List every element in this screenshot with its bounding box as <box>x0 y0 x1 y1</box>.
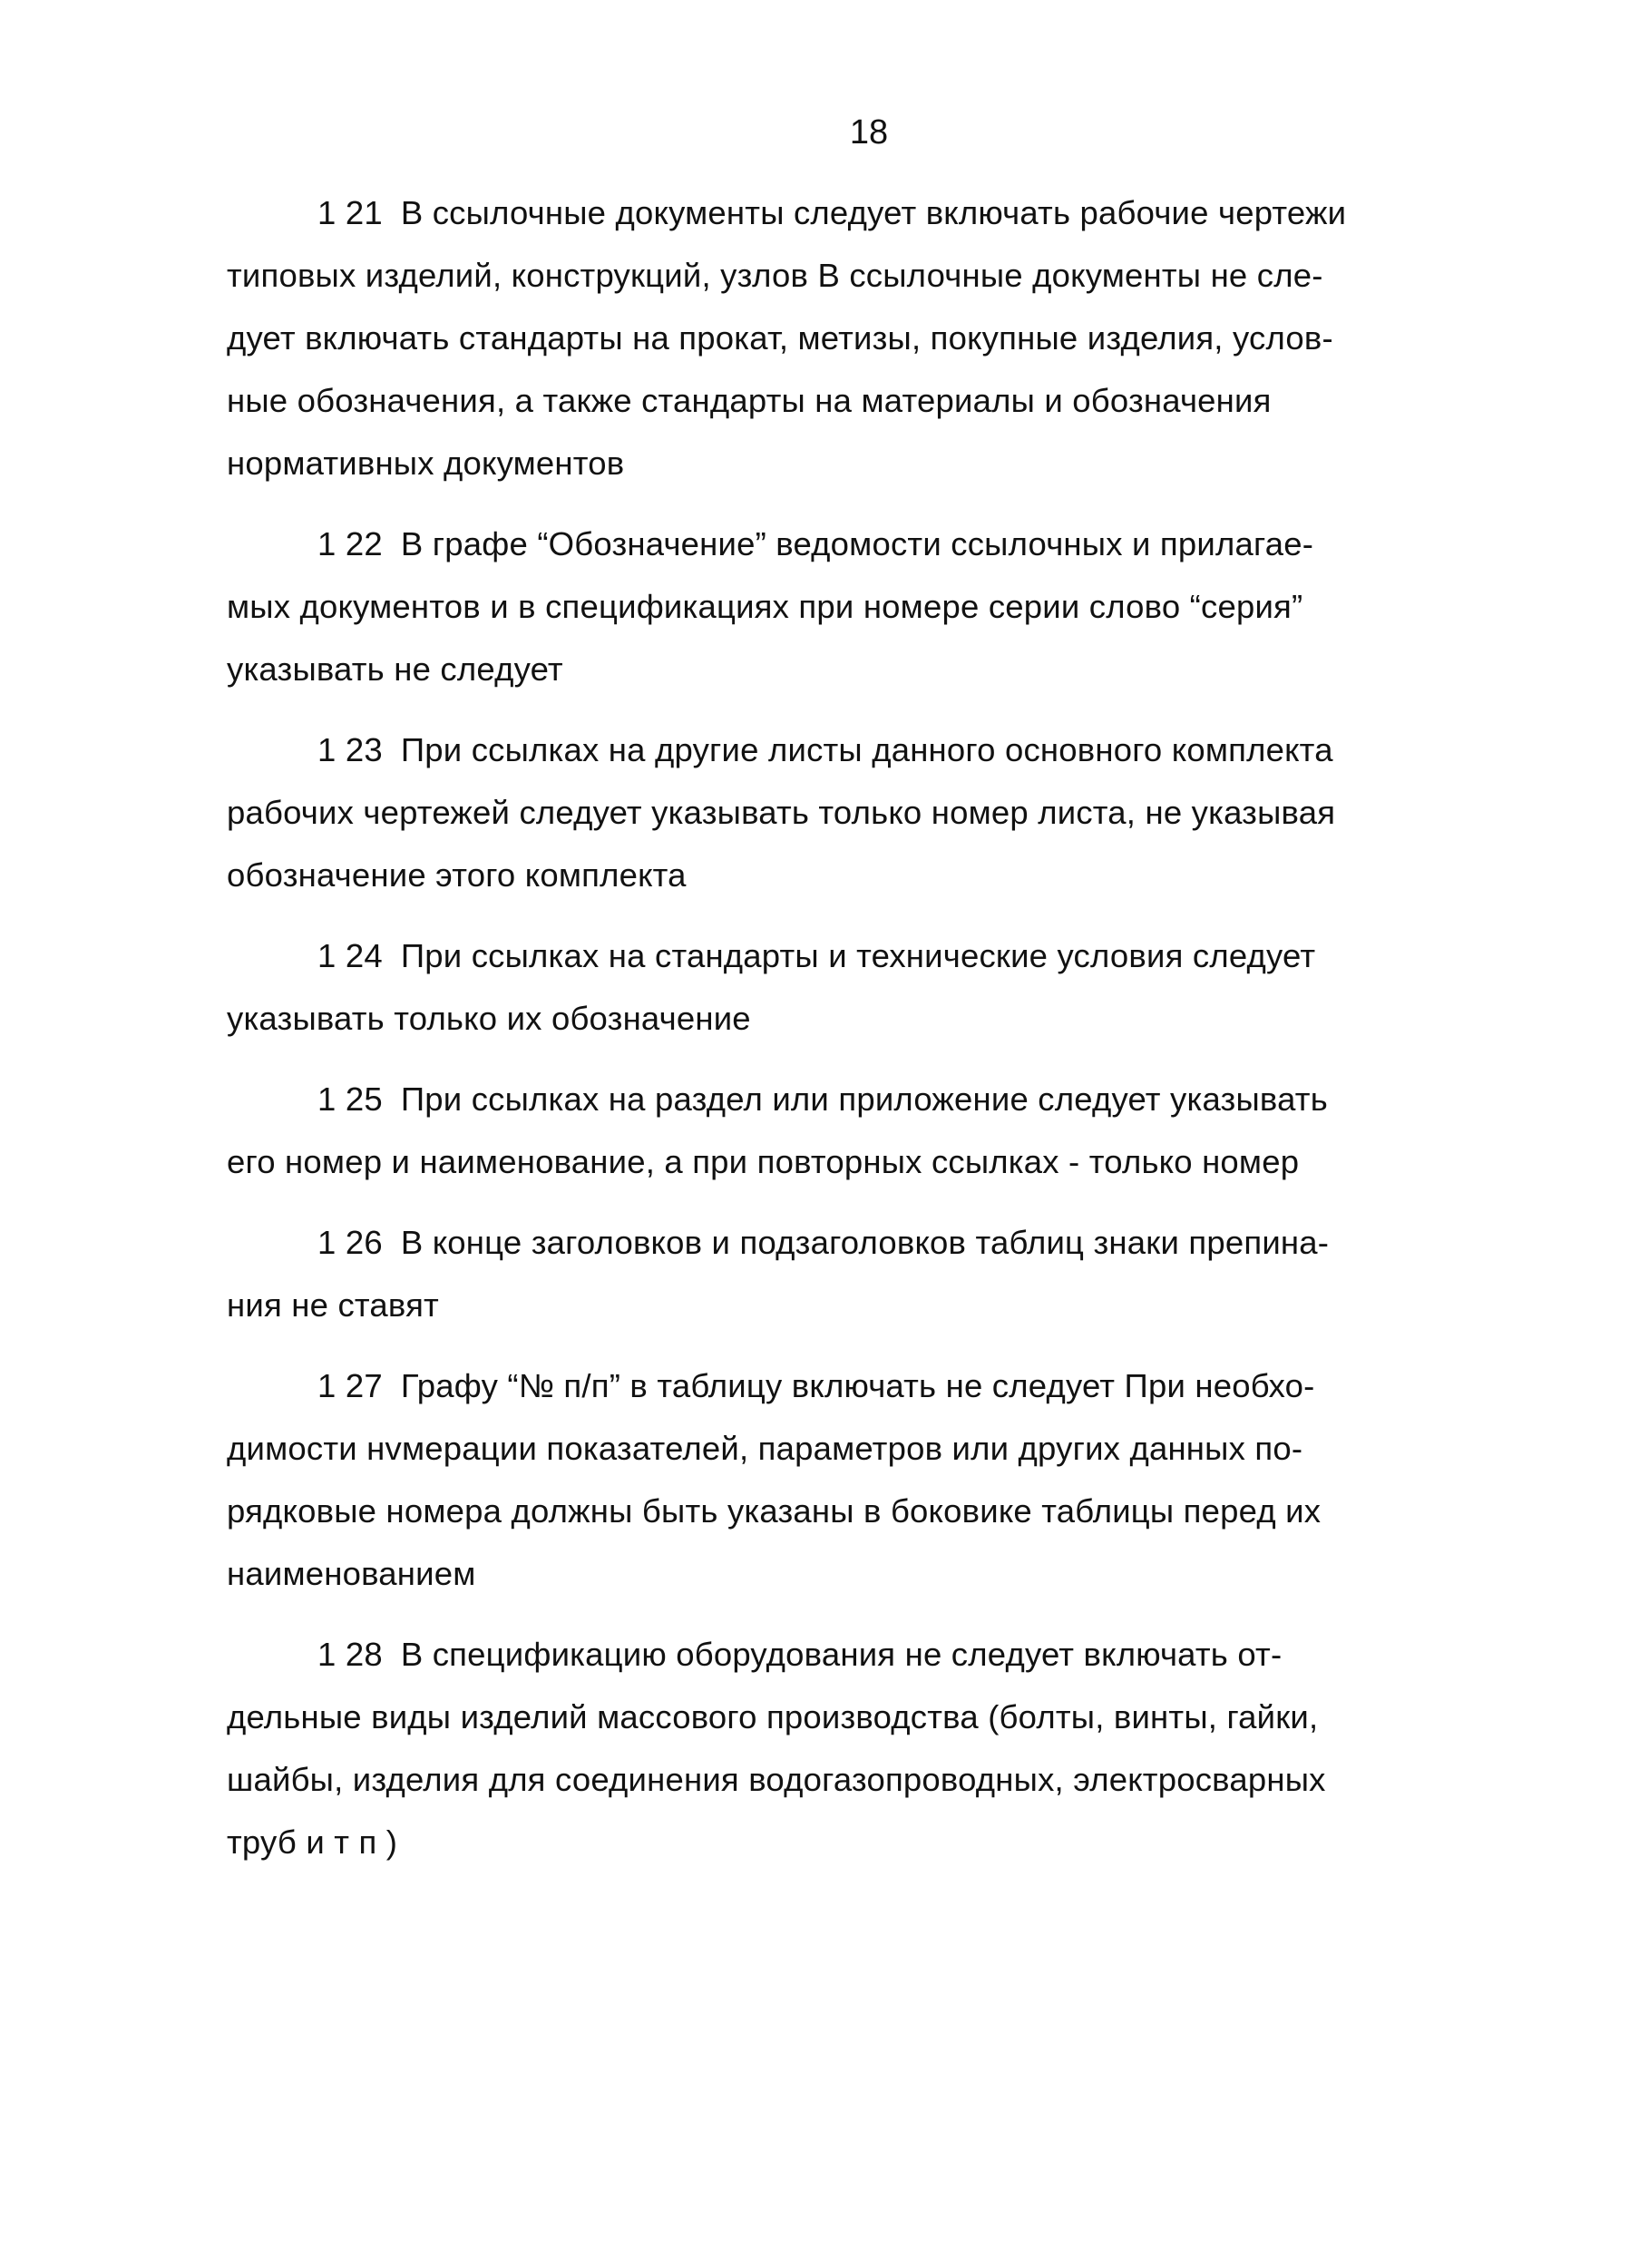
clause-text: В ссылочные документы следует включать рабочие чертежи <box>400 194 1347 231</box>
clause-first-line <box>227 719 1442 781</box>
clause-line: его номер и наименование, а при повторных ссылках - только номер <box>227 1143 1300 1180</box>
page-number: 18 <box>849 113 889 152</box>
clause-line: нормативных документов <box>227 445 625 482</box>
clause-line: дельные виды изделий массового производства (болты, винты, гайки, <box>227 1698 1319 1735</box>
clause-line: типовых изделий, конструкций, узлов В ссылочные документы не сле- <box>227 257 1323 294</box>
clause-first-line <box>227 1068 1442 1130</box>
document-body <box>227 181 1442 1892</box>
clause-1-23 <box>227 719 1442 906</box>
clause-line: труб и т п ) <box>227 1823 398 1861</box>
clause-line: наименованием <box>227 1555 476 1592</box>
clause-number: 1 24 <box>317 937 383 974</box>
clause-number: 1 26 <box>317 1224 383 1261</box>
clause-number: 1 21 <box>317 194 383 231</box>
clause-first-line <box>227 181 1442 244</box>
clause-line: ния не ставят <box>227 1286 439 1324</box>
clause-line: шайбы, изделия для соединения водогазопроводных, электросварных <box>227 1761 1326 1798</box>
clause-1-24 <box>227 924 1442 1050</box>
clause-first-line <box>227 1623 1442 1686</box>
clause-line: обозначение этого комплекта <box>227 856 687 894</box>
clause-1-26 <box>227 1211 1442 1336</box>
clause-1-28 <box>227 1623 1442 1873</box>
clause-first-line <box>227 1354 1442 1417</box>
clause-number: 1 23 <box>317 731 383 768</box>
clause-number: 1 27 <box>317 1367 383 1404</box>
clause-line: рабочих чертежей следует указывать только номер листа, не указывая <box>227 794 1336 831</box>
clause-line: дует включать стандарты на прокат, метизы, покупные изделия, услов- <box>227 319 1333 357</box>
clause-first-line <box>227 924 1442 987</box>
clause-line: мых документов и в спецификациях при номере серии слово “серия” <box>227 588 1303 625</box>
clause-text: При ссылках на другие листы данного основного комплекта <box>400 731 1333 768</box>
clause-line: указывать не следует <box>227 650 563 688</box>
clause-line: указывать только их обозначение <box>227 1000 751 1037</box>
clause-number: 1 22 <box>317 525 383 562</box>
clause-line: димости нvмерации показателей, параметров или других данных по- <box>227 1430 1303 1467</box>
clause-number: 1 25 <box>317 1080 383 1118</box>
clause-1-27 <box>227 1354 1442 1605</box>
clause-text: При ссылках на стандарты и технические условия следует <box>400 937 1316 974</box>
clause-1-25 <box>227 1068 1442 1193</box>
clause-text: В конце заголовков и подзаголовков таблиц знаки препина- <box>400 1224 1330 1261</box>
clause-first-line <box>227 513 1442 575</box>
clause-line: рядковые номера должны быть указаны в боковике таблицы перед их <box>227 1492 1322 1530</box>
clause-1-22 <box>227 513 1442 700</box>
clause-first-line <box>227 1211 1442 1274</box>
clause-1-21 <box>227 181 1442 494</box>
clause-text: В спецификацию оборудования не следует включать от- <box>400 1636 1283 1673</box>
clause-text: При ссылках на раздел или приложение следует указывать <box>400 1080 1328 1118</box>
clause-line: ные обозначения, а также стандарты на материалы и обозначения <box>227 382 1272 419</box>
clause-number: 1 28 <box>317 1636 383 1673</box>
clause-text: Графу “№ п/п” в таблицу включать не следует При необхо- <box>400 1367 1315 1404</box>
clause-text: В графе “Обозначение” ведомости ссылочных и прилагае- <box>400 525 1314 562</box>
